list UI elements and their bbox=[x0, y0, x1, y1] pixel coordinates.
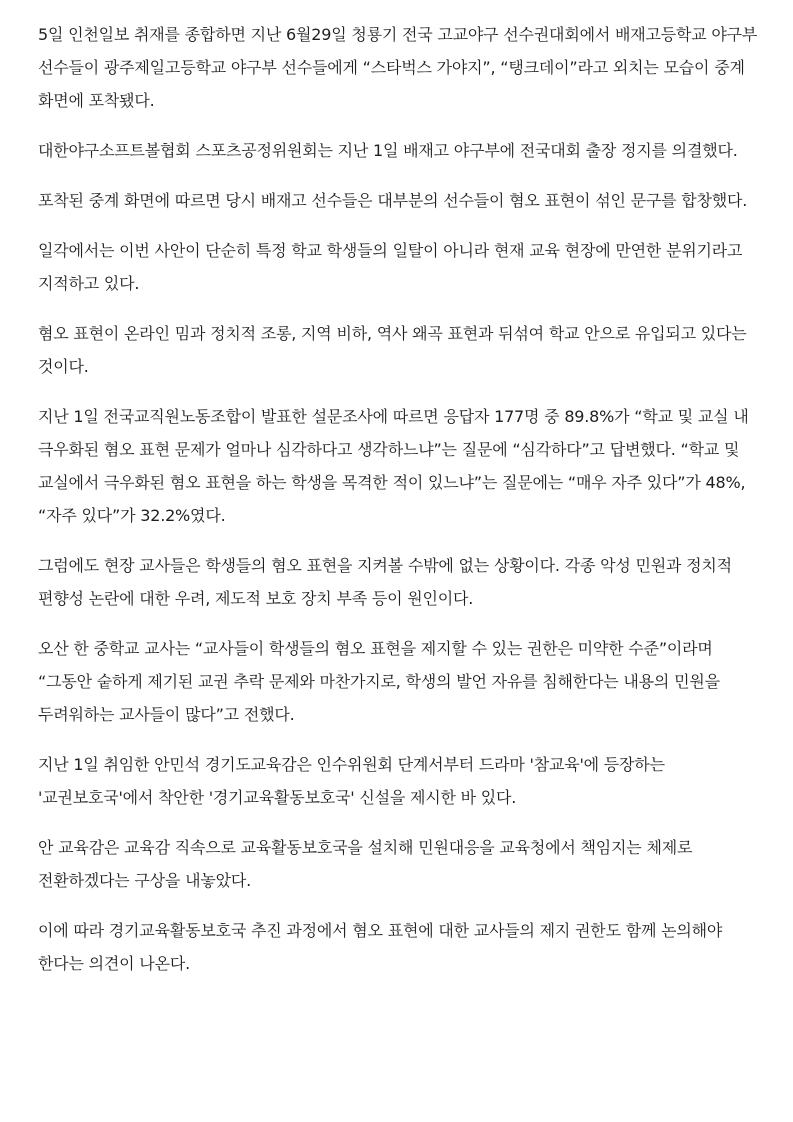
article-paragraph: 대한야구소프트볼협회 스포츠공정위원회는 지난 1일 배재고 야구부에 전국대회 출장 정지를 의결했다. bbox=[38, 141, 738, 160]
article-paragraph: 이에 따라 경기교육활동보호국 추진 과정에서 혐오 표현에 대한 교사들의 제지 권한도 함께 논의해야 한다는 의견이 나온다. bbox=[38, 921, 723, 973]
article-paragraph: 그럼에도 현장 교사들은 학생들의 혐오 표현을 지켜볼 수밖에 없는 상황이다. 각종 악성 민원과 정치적 편향성 논란에 대한 우려, 제도적 보호 장치 부족 등이 원인이다. bbox=[38, 556, 732, 608]
article-paragraph: 지난 1일 취임한 안민석 경기도교육감은 인수위원회 단계서부터 드라마 '참교육'에 등장하는 '교권보호국'에서 착안한 '경기교육활동보호국' 신설을 제시한 바 있다. bbox=[38, 755, 665, 807]
article-paragraph: 일각에서는 이번 사안이 단순히 특정 학교 학생들의 일탈이 아니라 현재 교육 현장에 만연한 분위기라고 지적하고 있다. bbox=[38, 241, 743, 293]
article-paragraph: 지난 1일 전국교직원노동조합이 발표한 설문조사에 따르면 응답자 177명 중 89.8%가 “학교 및 교실 내 극우화된 혐오 표현 문제가 얼마나 심각하다고 생각하느냐”는 질문에 “심각하다”고 답변했다. “학교 및 교실에서 극우화된 혐오 표현을 하는 학생을 목격한 적이 있느냐”는 질문에는 “매우 자주 있다”가 48%, “자주 있다”가 32.2%였다. bbox=[38, 407, 749, 525]
article-paragraph: 혐오 표현이 온라인 밈과 정치적 조롱, 지역 비하, 역사 왜곡 표현과 뒤섞여 학교 안으로 유입되고 있다는 것이다. bbox=[38, 324, 747, 376]
article-paragraph: 오산 한 중학교 교사는 “교사들이 학생들의 혐오 표현을 제지할 수 있는 권한은 미약한 수준”이라며 “그동안 숱하게 제기된 교권 추락 문제와 마찬가지로, 학생의 발언 자유를 침해한다는 내용의 민원을 두려워하는 교사들이 많다”고 전했다. bbox=[38, 639, 720, 724]
article-paragraph: 안 교육감은 교육감 직속으로 교육활동보호국을 설치해 민원대응을 교육청에서 책임지는 체제로 전환하겠다는 구상을 내놓았다. bbox=[38, 838, 693, 890]
article-body bbox=[38, 18, 760, 997]
article-paragraph: 5일 인천일보 취재를 종합하면 지난 6월29일 청룡기 전국 고교야구 선수권대회에서 배재고등학교 야구부 선수들이 광주제일고등학교 야구부 선수들에게 “스타벅스 가야지”, “탱크데이”라고 외치는 모습이 중계 화면에 포착됐다. bbox=[38, 25, 758, 110]
article-paragraph: 포착된 중계 화면에 따르면 당시 배재고 선수들은 대부분의 선수들이 혐오 표현이 섞인 문구를 합창했다. bbox=[38, 191, 748, 210]
